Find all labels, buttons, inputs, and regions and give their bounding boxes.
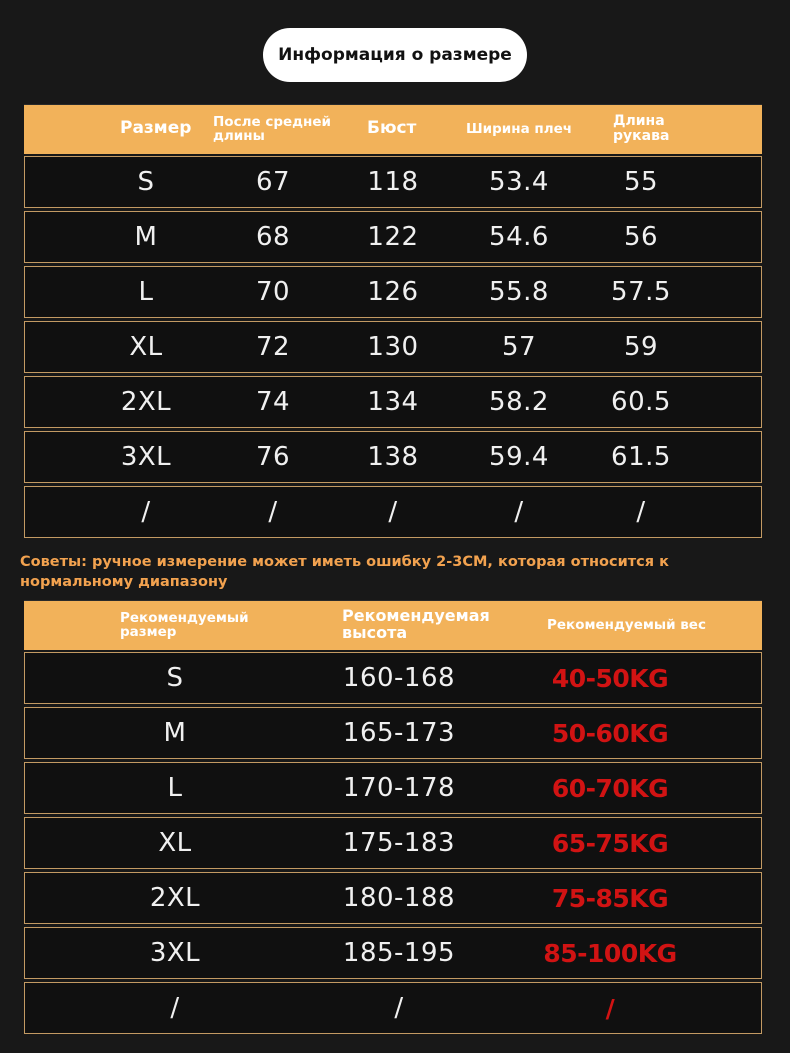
table-cell: 65-75KG	[551, 828, 669, 858]
table-cell: /	[605, 993, 615, 1023]
recommendation-row	[24, 762, 762, 814]
table-cell: 2XL	[149, 883, 201, 913]
table-cell: S	[137, 167, 155, 197]
table-cell: 75-85KG	[551, 883, 669, 913]
recommendation-row	[24, 872, 762, 924]
table-cell: 58.2	[489, 387, 549, 417]
table-cell: /	[388, 497, 398, 527]
recommendation-row	[24, 652, 762, 704]
table-cell: 56	[623, 222, 659, 252]
recommendation-row	[24, 982, 762, 1034]
page-title: Информация о размере	[263, 28, 527, 82]
table-cell: 61.5	[611, 442, 671, 472]
recommendation-table	[24, 600, 762, 1034]
table-cell: 134	[367, 387, 419, 417]
table-cell: 68	[255, 222, 291, 252]
table-cell: 67	[255, 167, 291, 197]
table-cell: 59.4	[489, 442, 549, 472]
header-rec-size: Рекомендуемый размер	[120, 609, 249, 640]
recommendation-table-header	[24, 600, 762, 650]
table-cell: 118	[367, 167, 419, 197]
table-cell: 72	[255, 332, 291, 362]
table-cell: 40-50KG	[551, 663, 669, 693]
table-cell: 138	[367, 442, 419, 472]
table-cell: 180-188	[342, 883, 456, 913]
table-cell: 170-178	[342, 773, 456, 803]
table-cell: L	[138, 277, 154, 307]
table-cell: 3XL	[149, 938, 201, 968]
table-cell: /	[141, 497, 151, 527]
table-cell: /	[636, 497, 646, 527]
header-bust: Бюст	[367, 118, 417, 139]
table-cell: 54.6	[489, 222, 549, 252]
size-row	[24, 376, 762, 428]
header-rec-height: Рекомендуемая высота	[342, 606, 490, 642]
table-cell: XL	[129, 332, 163, 362]
table-cell: 50-60KG	[551, 718, 669, 748]
table-cell: 59	[623, 332, 659, 362]
table-cell: 57.5	[611, 277, 671, 307]
table-cell: /	[514, 497, 524, 527]
table-cell: 76	[255, 442, 291, 472]
table-cell: 55.8	[489, 277, 549, 307]
table-cell: XL	[158, 828, 192, 858]
table-cell: M	[134, 222, 158, 252]
table-cell: 60-70KG	[551, 773, 669, 803]
size-table-header	[24, 104, 762, 154]
size-row	[24, 431, 762, 483]
table-cell: /	[394, 993, 404, 1023]
size-row	[24, 486, 762, 538]
size-row	[24, 211, 762, 263]
table-cell: 160-168	[342, 663, 456, 693]
table-cell: 55	[623, 167, 659, 197]
table-cell: 175-183	[342, 828, 456, 858]
table-cell: 60.5	[611, 387, 671, 417]
table-cell: 70	[255, 277, 291, 307]
table-cell: L	[167, 773, 183, 803]
table-cell: 185-195	[342, 938, 456, 968]
table-cell: /	[170, 993, 180, 1023]
header-rec-weight: Рекомендуемый вес	[547, 616, 706, 633]
size-table	[24, 104, 762, 538]
table-cell: /	[268, 497, 278, 527]
recommendation-row	[24, 817, 762, 869]
header-length: После средней длины	[213, 113, 331, 144]
header-sleeve: Длина рукава	[613, 113, 670, 144]
table-cell: 74	[255, 387, 291, 417]
header-shoulder: Ширина плеч	[466, 120, 573, 137]
table-cell: 53.4	[489, 167, 549, 197]
recommendation-row	[24, 927, 762, 979]
table-cell: 2XL	[120, 387, 172, 417]
recommendation-row	[24, 707, 762, 759]
header-size: Размер	[120, 118, 192, 139]
table-cell: 57	[501, 332, 537, 362]
table-cell: 126	[367, 277, 419, 307]
size-row	[24, 321, 762, 373]
table-cell: 3XL	[120, 442, 172, 472]
size-row	[24, 156, 762, 208]
table-cell: M	[163, 718, 187, 748]
table-cell: 130	[367, 332, 419, 362]
size-row	[24, 266, 762, 318]
table-cell: 122	[367, 222, 419, 252]
table-cell: S	[166, 663, 184, 693]
measurement-tip: Советы: ручное измерение может иметь ошибку 2-3CM, которая относится к нормальному диапазону	[20, 554, 669, 590]
table-cell: 165-173	[342, 718, 456, 748]
table-cell: 85-100KG	[543, 938, 677, 968]
